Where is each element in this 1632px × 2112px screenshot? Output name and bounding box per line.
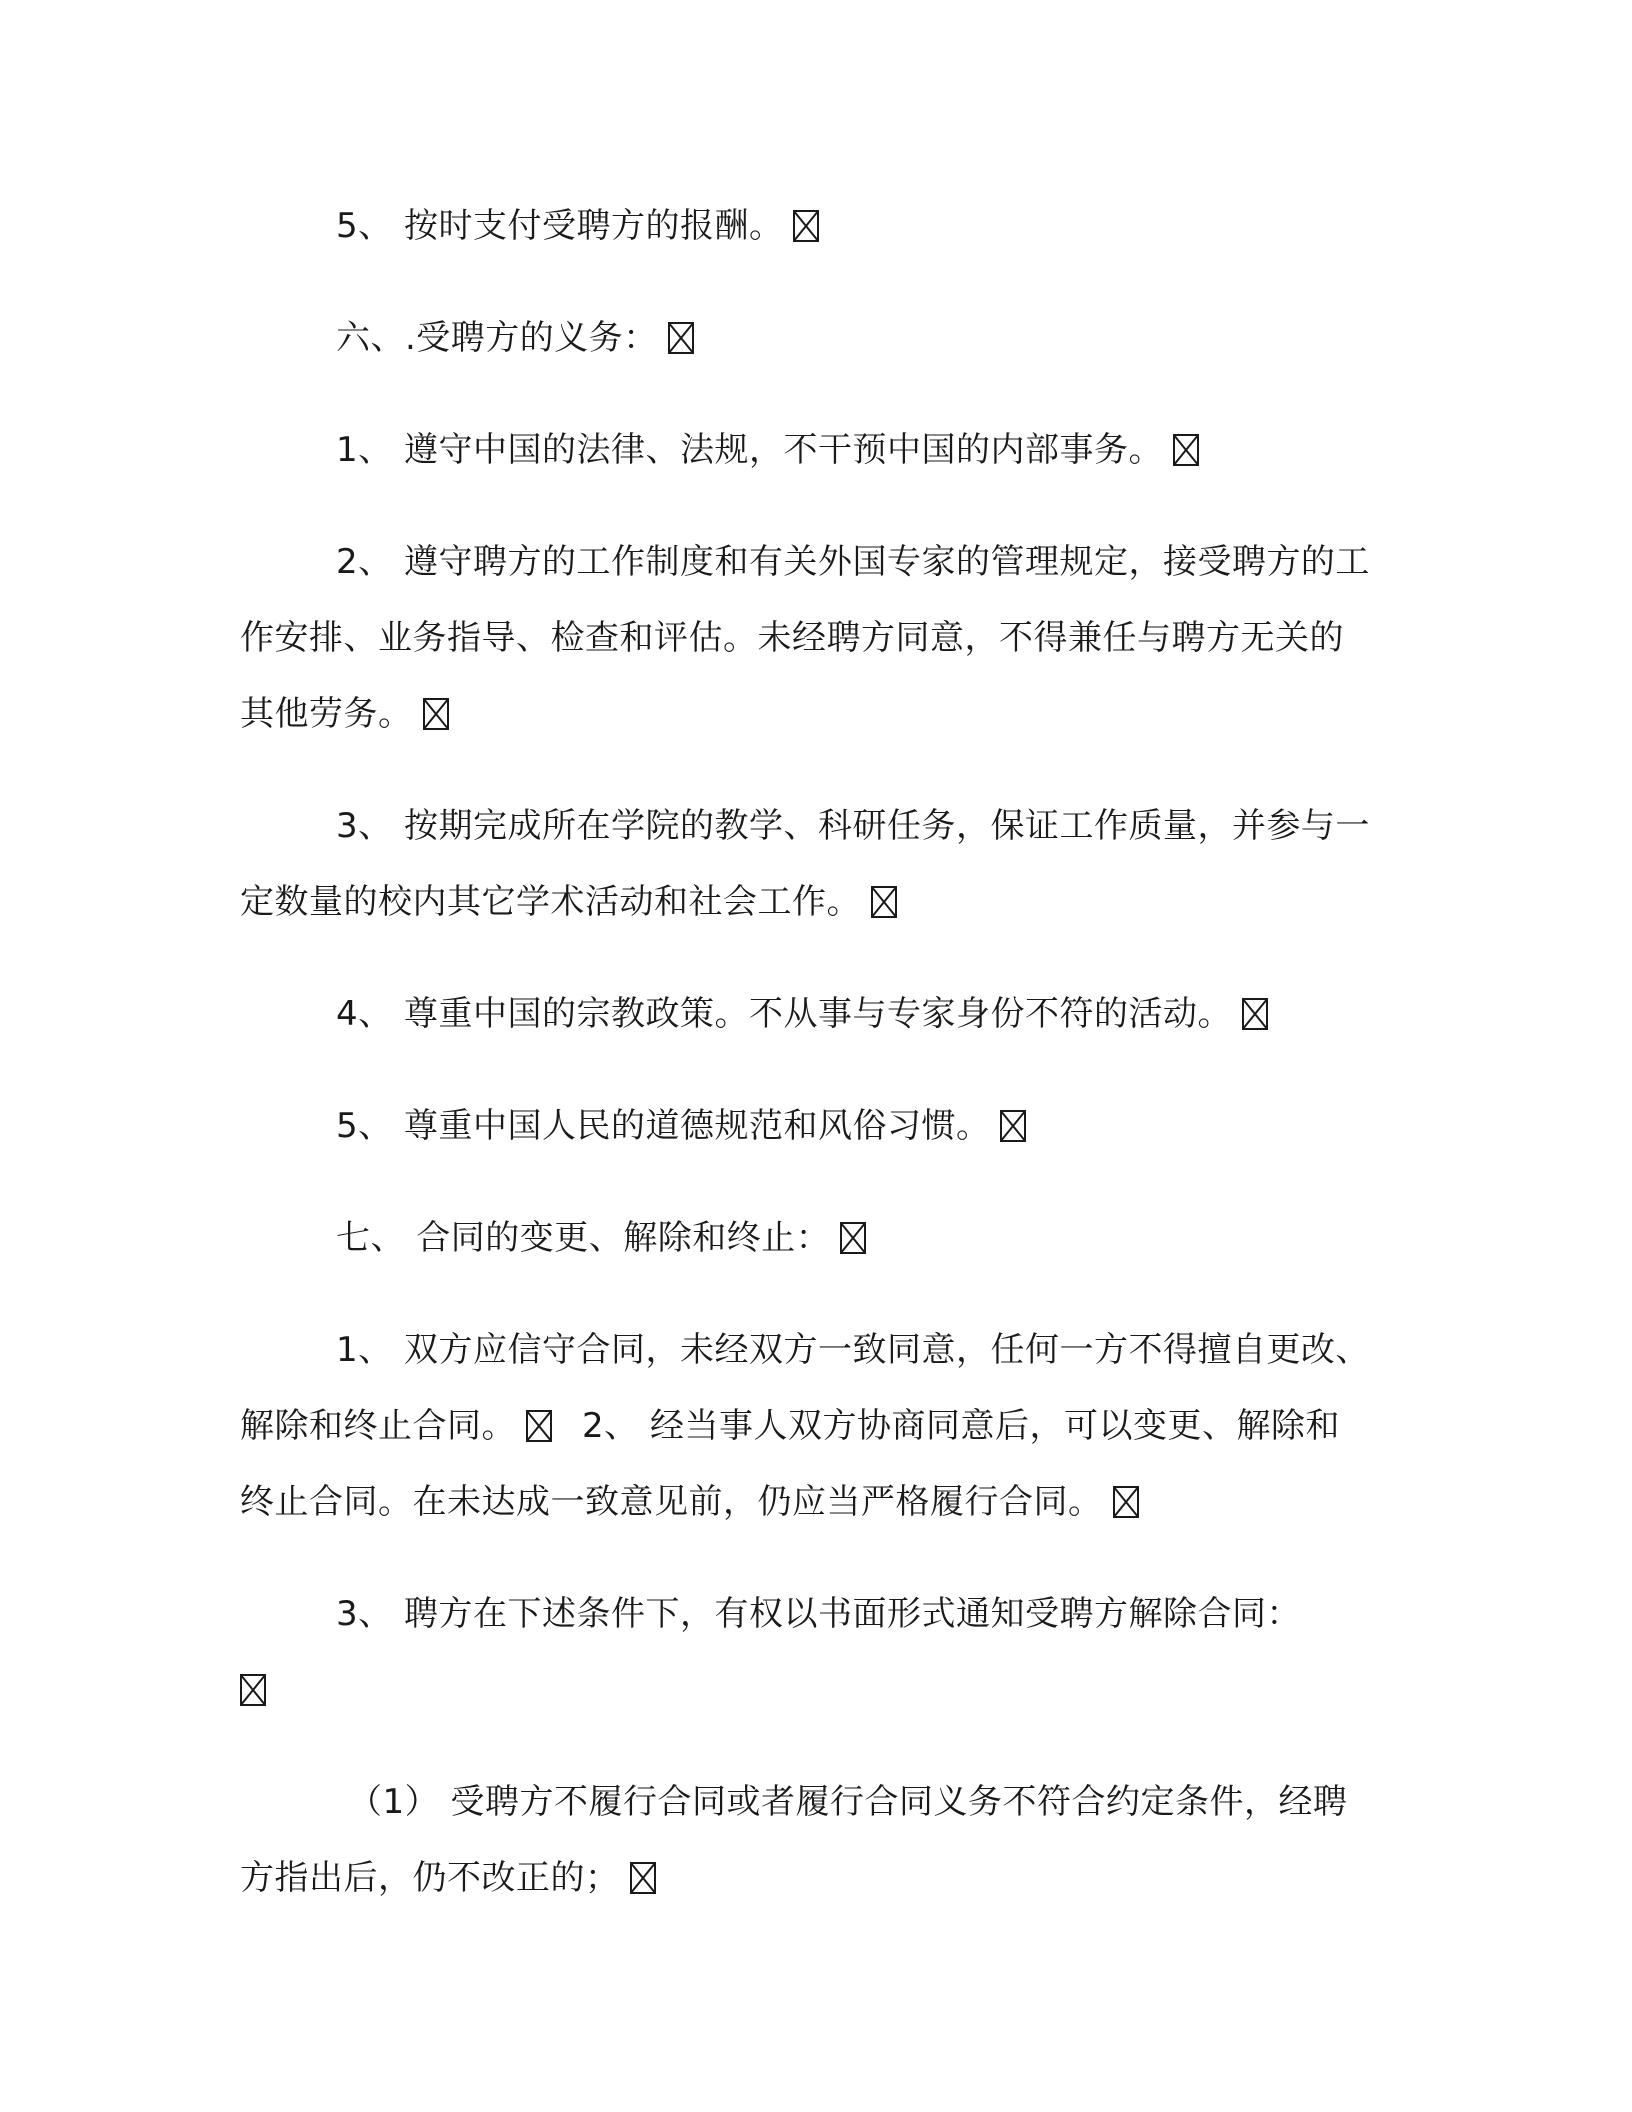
clause-6-4 [240,976,1370,1052]
missing-glyph-box-icon [240,1674,266,1706]
missing-glyph-box-icon [871,886,897,918]
clause-text: 5、 尊重中国人民的道德规范和风俗习惯。 [336,1106,991,1146]
missing-glyph-box-icon [1113,1486,1139,1518]
missing-glyph-box-icon [630,1862,656,1894]
missing-glyph-box-icon [668,322,694,354]
clause-text: 5、 按时支付受聘方的报酬。 [336,206,784,246]
clause-6-1 [240,412,1370,488]
clause-text: 2、 遵守聘方的工作制度和有关外国专家的管理规定，接受聘方的工作安排、业务指导、检查和评估。未经聘方同意，不得兼任与聘方无关的其他劳务。 [240,542,1370,734]
clause-text: 2、 经当事人双方协商同意后，可以变更、解除和终止合同。在未达成一致意见前，仍应当严格履行合同。 [240,1406,1340,1522]
clause-5-pay-remuneration [240,188,1370,264]
section-7-heading [240,1200,1370,1276]
missing-glyph-box-icon [793,210,819,242]
clause-text: 1、 双方应信守合同，未经双方一致同意，任何一方不得擅自更改、解除和终止合同。 [240,1330,1370,1446]
clause-7-1-and-7-2 [240,1312,1370,1540]
clause-6-2 [240,524,1370,752]
missing-glyph-box-icon [840,1222,866,1254]
document-body [240,188,1370,1916]
section-heading-text: 七、 合同的变更、解除和终止： [336,1218,831,1258]
clause-text: 3、 聘方在下述条件下，有权以书面形式通知受聘方解除合同： [336,1594,1301,1634]
missing-glyph-box-icon [526,1410,552,1442]
missing-glyph-box-icon [1000,1110,1026,1142]
clause-7-3 [240,1576,1370,1728]
clause-text: 3、 按期完成所在学院的教学、科研任务，保证工作质量，并参与一定数量的校内其它学术活动和社会工作。 [240,806,1370,922]
clause-text: （1） 受聘方不履行合同或者履行合同义务不符合约定条件，经聘方指出后，仍不改正的； [240,1782,1348,1898]
section-6-heading [240,300,1370,376]
clause-text: 4、 尊重中国的宗教政策。不从事与专家身份不符的活动。 [336,994,1232,1034]
section-heading-text: 六、.受聘方的义务： [336,318,658,358]
clause-6-5 [240,1088,1370,1164]
missing-glyph-box-icon [1173,434,1199,466]
missing-glyph-box-icon [1242,998,1268,1030]
clause-text: 1、 遵守中国的法律、法规，不干预中国的内部事务。 [336,430,1163,470]
missing-glyph-box-icon [423,698,449,730]
clause-7-3-1 [240,1764,1370,1916]
clause-6-3 [240,788,1370,940]
